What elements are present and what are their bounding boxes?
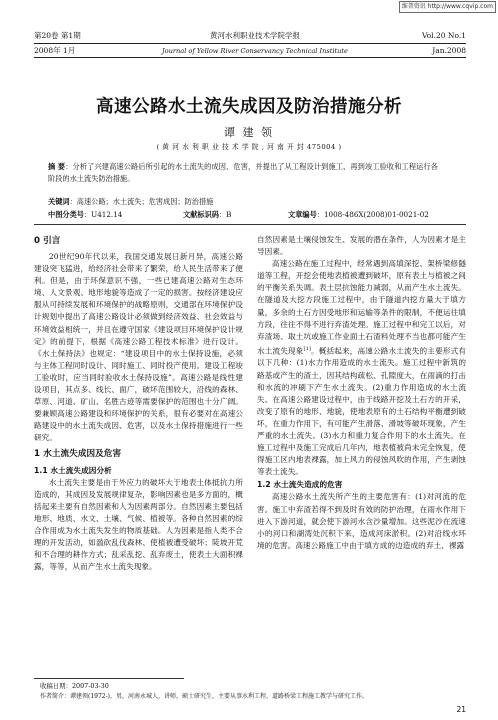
keywords (48, 196, 213, 208)
introduction-paragraph: 20世纪90年代以来，我国交通发展日新月异，高速公路建设突飞猛进，给经济社会带来了繁荣，给人民生活带来了便利。但是，由于环保意识不强，一些已建高速公路对生态环境、人文景观、地形地貌等造成了一定的损害。按经济建设应服从可持续发展和环境保护的战略原则，交通部在环境保护设计规划中提出了高速公路设计必须做到经济效益、社会效益与环境效益相统一，并且在遵守国家《建设项目环境保护设计规定》的前提下，根据《高速公路工程技术标准》进行设计。《水土保持法》也规定：“建设项目中的水土保持设施，必须与主体工程同时设计、同时施工、同时投产使用。建设工程竣工验收时，应当同时验收水土保持设施”。高速公路是线性建设项目，其点多、线长、面广，破坏范围较大，沿线的森林、草原、河道、矿山、名胜古迹等需要保护的范围也十分广阔。要兼顾高速公路建设和环境保护的关系，很有必要对在高速公路建设中的水土流失成因、危害，以及水土保持措施进行一些研究。 (34, 252, 243, 443)
header-date: 2008年 1月 (34, 46, 76, 55)
footnote-author-bio: 作者简介：谭建领(1972-)，男，河南永城人，讲师，硕士研究生，主要从事水利工程、道路桥梁工程施工教学与研究工作。 (40, 693, 368, 700)
right-paragraph-1: 自然因素是土壤侵蚀发生、发展的潜在条件，人为因素才是主导因素。 (257, 235, 466, 257)
document-code-label: 文献标识码 (183, 210, 219, 219)
right-paragraph-2-tail: 。概括起来，高速公路水土流失的主要形式有以下几种：(1)水力作用造成的水土流失。施工过程中新筑的路基或产生的渣土，因其结构疏松、孔隙度大，在雨滴的打击和水流的冲刷下产生水土流失。(2)重力作用造成的水土流失。在高速公路建设过程中，由于线路开挖及土石方的开采，改变了原有的地形、地貌，使地表原有的土石结构平衡遭到破坏，在重力作用下，有可能产生滑落、滑坡等破坏现象，产生严重的水土流失。(3)水力和重力复合作用下的水土流失。在施工过程中及施工完成后几年内，地表植被尚未完全恢复，使得施工区内地表裸露，加上风力的侵蚀风吹的作用，产生剥蚀等表土流失。 (257, 346, 466, 477)
right-column (257, 234, 466, 674)
article-author: 谭 建 领 (224, 126, 274, 139)
section-1-1-paragraph: 水土流失主要是由于外应力的破坏大于地表土体抵抗力所造成的，其成因及发展规律复杂，影响因素也是多方面的，概括起来主要有自然因素和人为因素两部分。自然因素主要包括地形、地质、水文、土壤、气候、植被等。各种自然因素的综合作用成为水土流失发生的物质基础。人为因素是指人类不合理的开发活动，如滥砍乱伐森林、使植被遭受破坏；陡坡开荒和不合理的耕作方式；乱采乱挖、乱弃废土，使表土大面积裸露，等等，从而产生水土流失现象。 (34, 477, 243, 572)
right-paragraph-2 (257, 258, 466, 478)
section-1-2-paragraph: 高速公路水土流失所产生的主要危害有：(1)对河流的危害。施工中弃渣若得不到及时有效的防护治理，在雨水作用下进入下游河道，就会使下游河水含沙量增加。这些泥沙在流速小的河口和湖湾处沉积下来，造成河床淤积。(2)对沿线水环境的危害。高速公路施工中由于填方成的边造成的弃土、裸露 (257, 492, 466, 550)
article-affiliation: ( 黄 河 水 利 职 业 技 术 学 院 , 河 南 开 封 475004 ) (156, 143, 342, 151)
header-journal-cn: 黄河水利职业技术学院学报 (210, 31, 300, 40)
header-vol-en: Vol.20 No.1 (421, 31, 466, 40)
left-column (34, 232, 243, 632)
article-number-value: ：1008-486X(2008)01-0021-02 (316, 210, 429, 219)
database-watermark: 维普资讯 http://www.cqvip.com (399, 1, 496, 13)
section-introduction-heading: 0 引言 (34, 236, 61, 246)
header-volume: 第20卷 第1期 (34, 31, 81, 40)
article-number (288, 209, 429, 221)
document-code (183, 209, 231, 221)
abstract (48, 161, 438, 186)
footnote-received: 收稿日期：2007-03-30 (40, 682, 109, 690)
keywords-text: ：高速公路；水土流失；危害成因；防治措施 (69, 197, 214, 206)
header-date-en: Jan.2008 (432, 46, 466, 55)
header-journal-en: Journal of Yellow River Conservancy Technical Institute (162, 47, 348, 55)
header-rule-2 (34, 57, 466, 58)
clc-label: 中图分类号 (48, 210, 84, 219)
header-rule (34, 43, 466, 44)
abstract-text: ：分析了兴建高速公路后所引起的水土流失的成因、危害，并提出了从工程设计到施工、再到竣工验收和工程运行各阶段的水土流失防治措施。 (48, 162, 438, 184)
article-title: 高速公路水土流失成因及防治措施分析 (96, 97, 402, 117)
abstract-label: 摘 要 (48, 162, 66, 171)
right-paragraph-2-text: 高速公路在施工过程中，经常遇到高填深挖、架桥梁修隧道等工程，开挖会使地表植被遭到破坏，原有表土与植被之间的平衡关系失调。表土层抗蚀能力减弱，从而产生水土流失。在隧道及大挖方段施工过程中，由于隧道内挖方量大于填方量，多余的土石方因受地形和运输等条件的限制，不便运往填方段，往往不得不进行弃渣处理。施工过程中和完工以后，对弃渣场、取土坑或施工作业面土石渣料处理不当也都可能产生水土流失现象 (257, 259, 466, 356)
section-1-2-heading: 1.2 水土流失造成的危害 (257, 480, 343, 490)
article-number-label: 文章编号 (288, 210, 317, 219)
keywords-label: 关键词 (48, 197, 70, 206)
footnote-rule (34, 678, 184, 679)
clc-number (48, 209, 122, 221)
clc-value: ：U412.14 (83, 210, 123, 219)
section-1-heading: 1 水土流失成因及危害 (34, 448, 122, 459)
section-1-1-heading: 1.1 水土流失成因分析 (34, 465, 112, 475)
document-code-value: ：B (218, 210, 232, 219)
page-number: 21 (456, 705, 466, 714)
abstract-rule (34, 224, 466, 225)
reference-marker: [1] (303, 345, 311, 352)
